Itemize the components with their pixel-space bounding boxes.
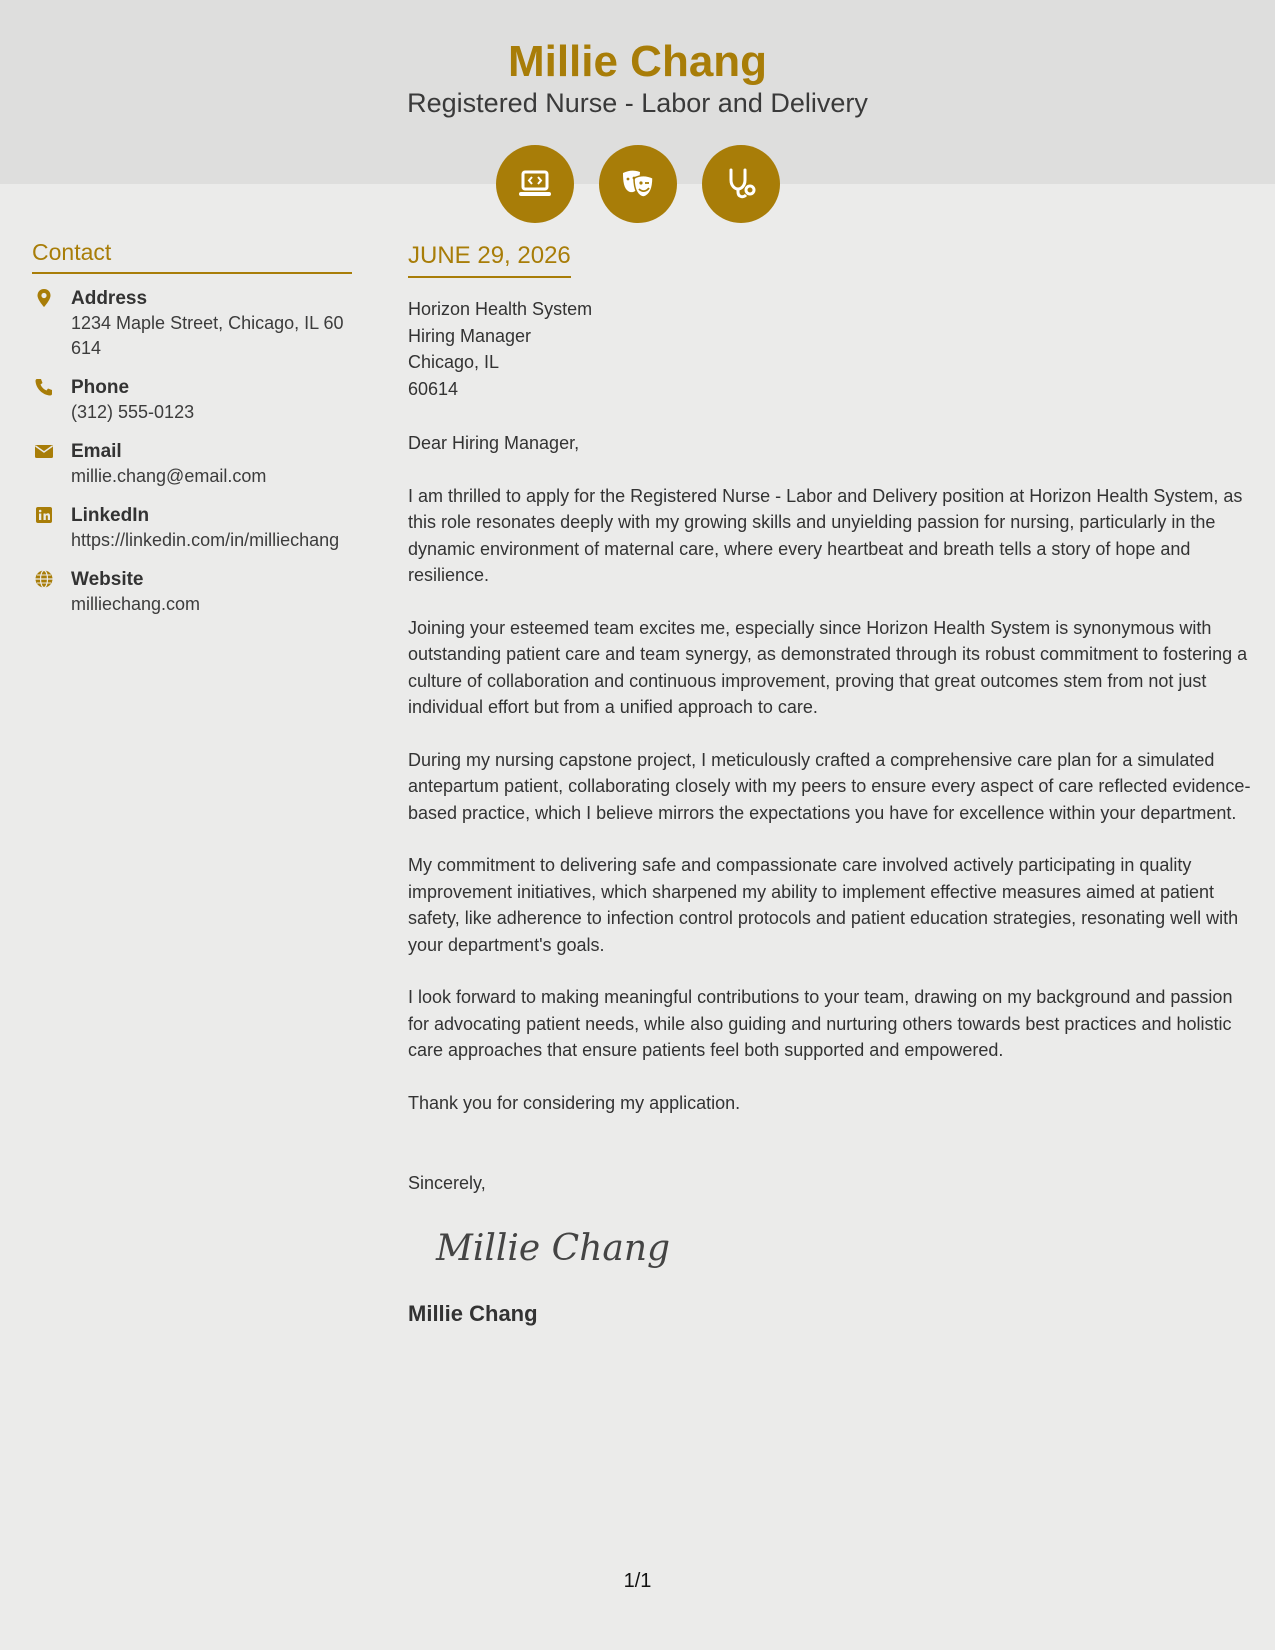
recipient-block — [408, 296, 1253, 402]
phone-icon — [34, 377, 54, 397]
header-icon-row — [0, 145, 1275, 223]
contact-label: Website — [71, 569, 144, 590]
body-paragraph: My commitment to delivering safe and compassionate care involved actively participating in quality improvement initiatives, which sharpened my ability to implement effective measures aimed at patient safety, like adherence to infection control protocols and patient education strategies, resonating well with your department's goals. — [408, 855, 1239, 955]
recipient-line: Horizon Health System — [408, 299, 593, 319]
letter-body — [408, 238, 1253, 1327]
contact-website — [32, 567, 352, 617]
body-paragraph: Thank you for considering my application. — [408, 1092, 741, 1113]
contact-label: Address — [71, 288, 148, 309]
envelope-icon — [34, 441, 54, 461]
contact-linkedin — [32, 503, 352, 553]
contact-value[interactable]: milliechang.com — [71, 594, 201, 614]
laptop-code-icon — [496, 145, 574, 223]
body-paragraph: Joining your esteemed team excites me, especially since Horizon Health System is synonymous with outstanding patient care and team synergy, as demonstrated through its robust commitment to fostering a culture of collaboration and continuous improvement, proving that great outcomes stem from not just individual effort but from a unified approach to care. — [408, 617, 1248, 717]
greeting: Dear Hiring Manager, — [408, 433, 580, 453]
theater-masks-icon — [599, 145, 677, 223]
contact-label: LinkedIn — [71, 505, 150, 526]
map-marker-icon — [34, 288, 54, 308]
closing: Sincerely, — [408, 1173, 486, 1193]
stethoscope-icon — [702, 145, 780, 223]
body-paragraph: I am thrilled to apply for the Registered Nurse - Labor and Delivery position at Horizon Health System, as this role resonates deeply with my growing skills and unyielding passion for nursing, particularly in the dynamic environment of maternal care, where every heartbeat and breath tells a story of hope and resilience. — [408, 485, 1243, 585]
recipient-line: 60614 — [408, 378, 459, 399]
contact-label: Phone — [71, 377, 130, 398]
contact-address — [32, 286, 352, 361]
job-title: Registered Nurse - Labor and Delivery — [407, 88, 868, 118]
handwritten-signature: Millie Chang — [436, 1227, 671, 1269]
recipient-line: Chicago, IL — [408, 352, 500, 372]
contact-value[interactable]: (312) 555-0123 — [71, 402, 195, 422]
contact-email — [32, 439, 352, 489]
signer-name: Millie Chang — [408, 1300, 538, 1326]
globe-icon — [34, 569, 54, 589]
linkedin-icon — [34, 505, 54, 525]
applicant-name: Millie Chang — [507, 37, 768, 86]
page-number: 1/1 — [623, 1570, 652, 1592]
contact-phone — [32, 375, 352, 425]
contact-label: Email — [71, 441, 122, 462]
contact-value[interactable]: millie.chang@email.com — [71, 466, 267, 486]
recipient-line: Hiring Manager — [408, 325, 532, 346]
contact-sidebar — [32, 236, 352, 631]
letter-date: JUNE 29, 2026 — [408, 238, 571, 278]
contact-value[interactable]: https://linkedin.com/in/milliechang — [71, 530, 340, 550]
contact-value: 1234 Maple Street, Chicago, IL 60614 — [71, 313, 344, 358]
contact-heading: Contact — [32, 236, 352, 274]
body-paragraph: I look forward to making meaningful contributions to your team, drawing on my background and passion for advocating patient needs, while also guiding and nurturing others towards best practices and holistic care approaches that ensure patients feel both supported and empowered. — [408, 987, 1233, 1060]
body-paragraph: During my nursing capstone project, I meticulously crafted a comprehensive care plan for a simulated antepartum patient, collaborating closely with my peers to ensure every aspect of care reflected evidence-based practice, which I believe mirrors the expectations you have for excellence within your department. — [408, 749, 1251, 823]
